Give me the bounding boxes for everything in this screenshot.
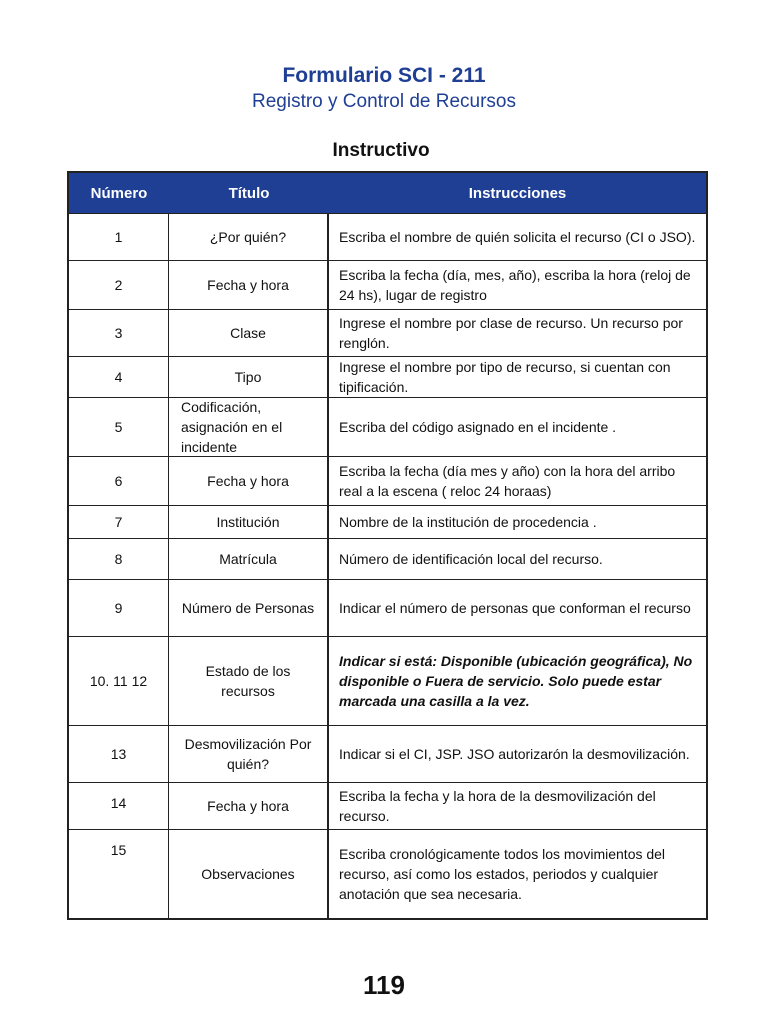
row-instructions: Escriba la fecha (día, mes, año), escriba la hora (reloj de 24 hs), lugar de registro [339,267,691,303]
table-row [69,213,706,260]
row-number: 1 [69,214,169,260]
row-instructions: Ingrese el nombre por clase de recurso. Un recurso por renglón. [339,315,683,351]
row-title: Desmovilización Por quién? [169,726,329,782]
row-instructions: Escriba el nombre de quién solicita el recurso (CI o JSO). [339,229,696,245]
table-row [69,829,706,918]
table-row [69,505,706,538]
form-title: Formulario SCI - 211 [282,64,486,87]
row-title: Fecha y hora [169,261,329,309]
row-number: 13 [69,726,169,782]
table-header [69,173,706,213]
row-number: 7 [69,506,169,538]
instructions-table [67,171,708,920]
row-instructions: Indicar si el CI, JSP. JSO autorizarón la desmovilización. [339,746,690,762]
row-number: 14 [69,783,169,829]
row-title: Fecha y hora [169,783,329,829]
row-title: Institución [169,506,329,538]
table-row [69,260,706,309]
row-instructions: Nombre de la institución de procedencia . [339,514,597,530]
row-number: 10. 11 12 [69,637,169,725]
table-row [69,309,706,356]
table-row [69,456,706,505]
row-title: Número de Personas [169,580,329,636]
header-instructions: Instrucciones [468,184,567,202]
row-instructions: Escriba la fecha (día mes y año) con la hora del arribo real a la escena ( reloc 24 horaas) [339,463,676,499]
row-title: Codificación, asignación en el incidente [169,398,329,456]
row-instructions: Número de identificación local del recurso. [339,551,603,567]
header-number: Número [90,184,148,202]
row-number: 4 [69,357,169,397]
row-instructions: Indicar si está: Disponible (ubicación geográfica), No disponible o Fuera de servicio. Solo puede estar marcada una casilla a la vez. [339,653,693,709]
row-instructions: Indicar el número de personas que conforman el recurso [339,600,691,616]
row-number: 6 [69,457,169,505]
row-title: Matrícula [169,539,329,579]
table-row [69,579,706,636]
table-row [69,636,706,725]
form-subtitle: Registro y Control de Recursos [252,91,516,112]
row-number: 3 [69,310,169,356]
table-row [69,782,706,829]
row-instructions: Escriba la fecha y la hora de la desmovilización del recurso. [339,788,656,824]
row-number: 2 [69,261,169,309]
table-row [69,356,706,397]
row-number: 5 [69,398,169,456]
row-instructions: Ingrese el nombre por tipo de recurso, si cuentan con tipificación. [339,359,671,395]
section-heading: Instructivo [332,140,430,161]
row-number: 8 [69,539,169,579]
row-title: ¿Por quién? [169,214,329,260]
row-title: Estado de los recursos [169,637,329,725]
table-row [69,725,706,782]
header-title: Título [228,184,270,202]
page-number: 119 [363,970,405,1000]
row-instructions: Escriba del código asignado en el incidente . [339,419,617,435]
row-title: Fecha y hora [169,457,329,505]
row-number: 9 [69,580,169,636]
row-number: 15 [69,830,169,918]
row-instructions: Escriba cronológicamente todos los movimientos del recurso, así como los estados, periodos y cualquier anotación que sea necesaria. [339,846,666,902]
row-title: Clase [169,310,329,356]
row-title: Tipo [169,357,329,397]
table-row [69,538,706,579]
row-title: Observaciones [169,830,329,918]
table-row [69,397,706,456]
